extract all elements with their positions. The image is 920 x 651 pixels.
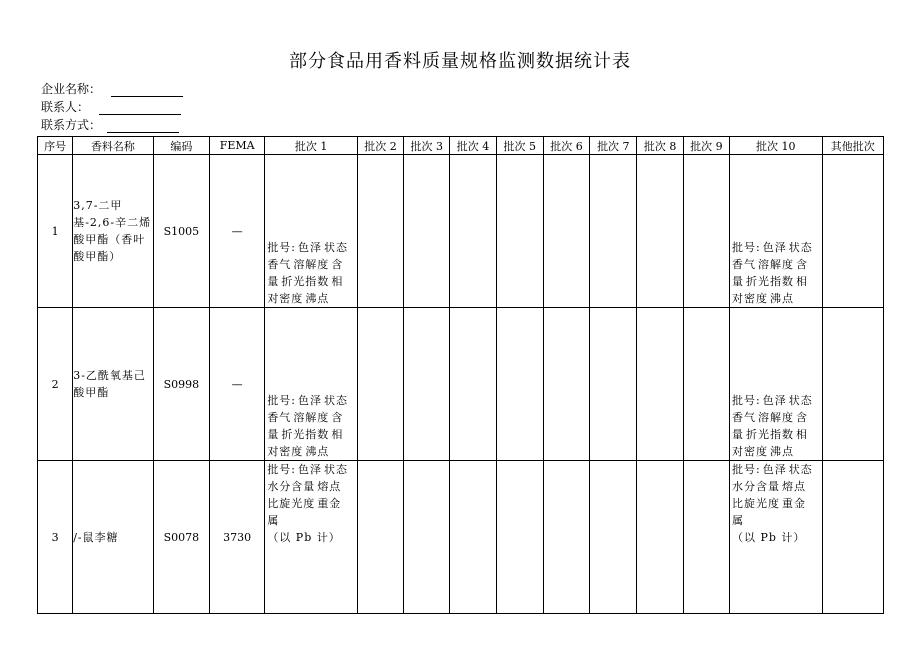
batch-cell	[404, 308, 450, 461]
batch-cell	[496, 461, 543, 614]
batch-item: 相对密度	[267, 428, 344, 458]
header-batch-4: 批次 4	[450, 137, 496, 155]
batch-item-list	[267, 239, 355, 307]
batch-cell	[543, 308, 589, 461]
batch-number-label: 批号:	[267, 394, 297, 407]
header-batch-2: 批次 2	[357, 137, 403, 155]
batch-cell	[637, 461, 683, 614]
row-no: 2	[38, 308, 73, 461]
row-fema: —	[210, 155, 265, 308]
batch-cell	[683, 155, 729, 308]
batch-item: 水分含量	[267, 480, 316, 493]
batch-item: 熔点	[781, 480, 806, 493]
batch-number-label: 批号:	[731, 394, 761, 407]
batch-item: 含量	[731, 411, 808, 441]
row-fema: —	[210, 308, 265, 461]
batch-item: 香气	[731, 411, 756, 424]
batch-cell	[543, 155, 589, 308]
batch-item: 重金属	[731, 497, 806, 527]
batch-cell	[496, 308, 543, 461]
batch-item: 色泽	[762, 463, 787, 476]
batch-cell	[683, 461, 729, 614]
other-batch-cell	[822, 155, 883, 308]
batch-item: 色泽	[298, 241, 323, 254]
batch-item: 折光指数	[281, 275, 330, 288]
batch-item: 香气	[731, 258, 756, 271]
batch-item: 色泽	[762, 241, 787, 254]
row-name: 3-乙酰氧基己酸甲酯	[73, 308, 153, 461]
batch-cell	[357, 155, 403, 308]
batch-item: 折光指数	[745, 275, 794, 288]
batch-item: 含量	[267, 258, 344, 288]
batch-item: 状态	[788, 241, 813, 254]
batch-item: 相对密度	[731, 275, 808, 305]
batch-item: （以 Pb 计）	[267, 531, 341, 544]
batch-number-label: 批号:	[731, 463, 761, 476]
batch-item: 折光指数	[745, 428, 794, 441]
header-other-batches: 其他批次	[822, 137, 883, 155]
batch-item: （以 Pb 计）	[731, 531, 806, 544]
batch-item: 状态	[788, 463, 813, 476]
batch-item: 含量	[731, 258, 808, 288]
batch-cell	[590, 308, 637, 461]
batch-item-list	[267, 461, 355, 546]
batch-item: 相对密度	[267, 275, 344, 305]
batch-cell	[404, 461, 450, 614]
header-batch-6: 批次 6	[543, 137, 589, 155]
batch-item: 溶解度	[293, 411, 330, 424]
batch-item: 状态	[324, 394, 349, 407]
batch-cell	[450, 308, 496, 461]
row-code: S1005	[153, 155, 209, 308]
batch-10-cell	[729, 155, 822, 308]
batch-1-cell	[265, 308, 358, 461]
header-code: 编码	[153, 137, 209, 155]
batch-item: 沸点	[769, 292, 794, 305]
batch-1-cell	[265, 461, 358, 614]
contact-field	[41, 98, 181, 115]
batch-item: 状态	[788, 394, 813, 407]
row-name: 3,7-二甲基-2,6-辛二烯酸甲酯（香叶酸甲酯）	[73, 155, 153, 308]
row-code: S0998	[153, 308, 209, 461]
batch-item: 香气	[267, 411, 292, 424]
monitoring-table	[37, 136, 884, 614]
contact-label: 联系人：	[41, 100, 90, 114]
batch-item: 色泽	[762, 394, 787, 407]
batch-item: 沸点	[769, 445, 794, 458]
batch-cell	[637, 308, 683, 461]
batch-cell	[590, 461, 637, 614]
batch-item-list	[732, 461, 820, 546]
row-fema: 3730	[210, 461, 265, 614]
row-no: 1	[38, 155, 73, 308]
batch-cell	[357, 461, 403, 614]
batch-item: 色泽	[298, 394, 323, 407]
header-batch-8: 批次 8	[637, 137, 683, 155]
header-batch-5: 批次 5	[496, 137, 543, 155]
batch-item: 含量	[267, 411, 344, 441]
header-fema: FEMA	[210, 137, 265, 155]
batch-item: 比旋光度	[731, 497, 780, 510]
batch-number-label: 批号:	[731, 241, 761, 254]
contact-method-field	[41, 116, 179, 133]
batch-item: 状态	[324, 241, 349, 254]
batch-number-label: 批号:	[267, 463, 297, 476]
batch-item: 熔点	[317, 480, 342, 493]
batch-item-list	[267, 392, 355, 460]
batch-cell	[637, 155, 683, 308]
batch-cell	[450, 461, 496, 614]
table-header-row	[38, 137, 884, 155]
batch-10-cell	[729, 461, 822, 614]
company-blank	[111, 84, 183, 97]
batch-1-cell	[265, 155, 358, 308]
row-no: 3	[38, 461, 73, 614]
header-batch-7: 批次 7	[590, 137, 637, 155]
batch-item: 色泽	[298, 463, 323, 476]
batch-item: 沸点	[305, 292, 330, 305]
batch-item: 状态	[324, 463, 349, 476]
header-name: 香料名称	[73, 137, 153, 155]
header-no: 序号	[38, 137, 73, 155]
batch-number-label: 批号:	[267, 241, 297, 254]
header-batch-3: 批次 3	[404, 137, 450, 155]
contact-method-label: 联系方式：	[41, 118, 102, 132]
batch-item: 沸点	[305, 445, 330, 458]
row-name: /-鼠李糖	[73, 461, 153, 614]
batch-item: 溶解度	[293, 258, 330, 271]
company-field	[41, 80, 183, 97]
other-batch-cell	[822, 461, 883, 614]
row-code: S0078	[153, 461, 209, 614]
contact-blank	[99, 102, 181, 115]
batch-item: 重金属	[267, 497, 342, 527]
batch-item: 比旋光度	[267, 497, 316, 510]
table-row	[38, 461, 884, 614]
batch-cell	[496, 155, 543, 308]
batch-cell	[590, 155, 637, 308]
batch-cell	[404, 155, 450, 308]
header-batch-9: 批次 9	[683, 137, 729, 155]
batch-cell	[357, 308, 403, 461]
batch-item: 水分含量	[731, 480, 780, 493]
company-label: 企业名称：	[41, 82, 102, 96]
batch-item: 溶解度	[757, 258, 794, 271]
table-row	[38, 308, 884, 461]
other-batch-cell	[822, 308, 883, 461]
batch-item-list	[732, 239, 820, 307]
header-batch-10: 批次 10	[729, 137, 822, 155]
batch-item: 溶解度	[757, 411, 794, 424]
table-row	[38, 155, 884, 308]
batch-10-cell	[729, 308, 822, 461]
batch-item: 相对密度	[731, 428, 808, 458]
batch-item: 折光指数	[281, 428, 330, 441]
batch-cell	[683, 308, 729, 461]
batch-cell	[543, 461, 589, 614]
page-title: 部分食品用香料质量规格监测数据统计表	[289, 51, 631, 72]
contact-method-blank	[107, 120, 179, 133]
batch-item-list	[732, 392, 820, 460]
batch-item: 香气	[267, 258, 292, 271]
header-batch-1: 批次 1	[265, 137, 358, 155]
batch-cell	[450, 155, 496, 308]
